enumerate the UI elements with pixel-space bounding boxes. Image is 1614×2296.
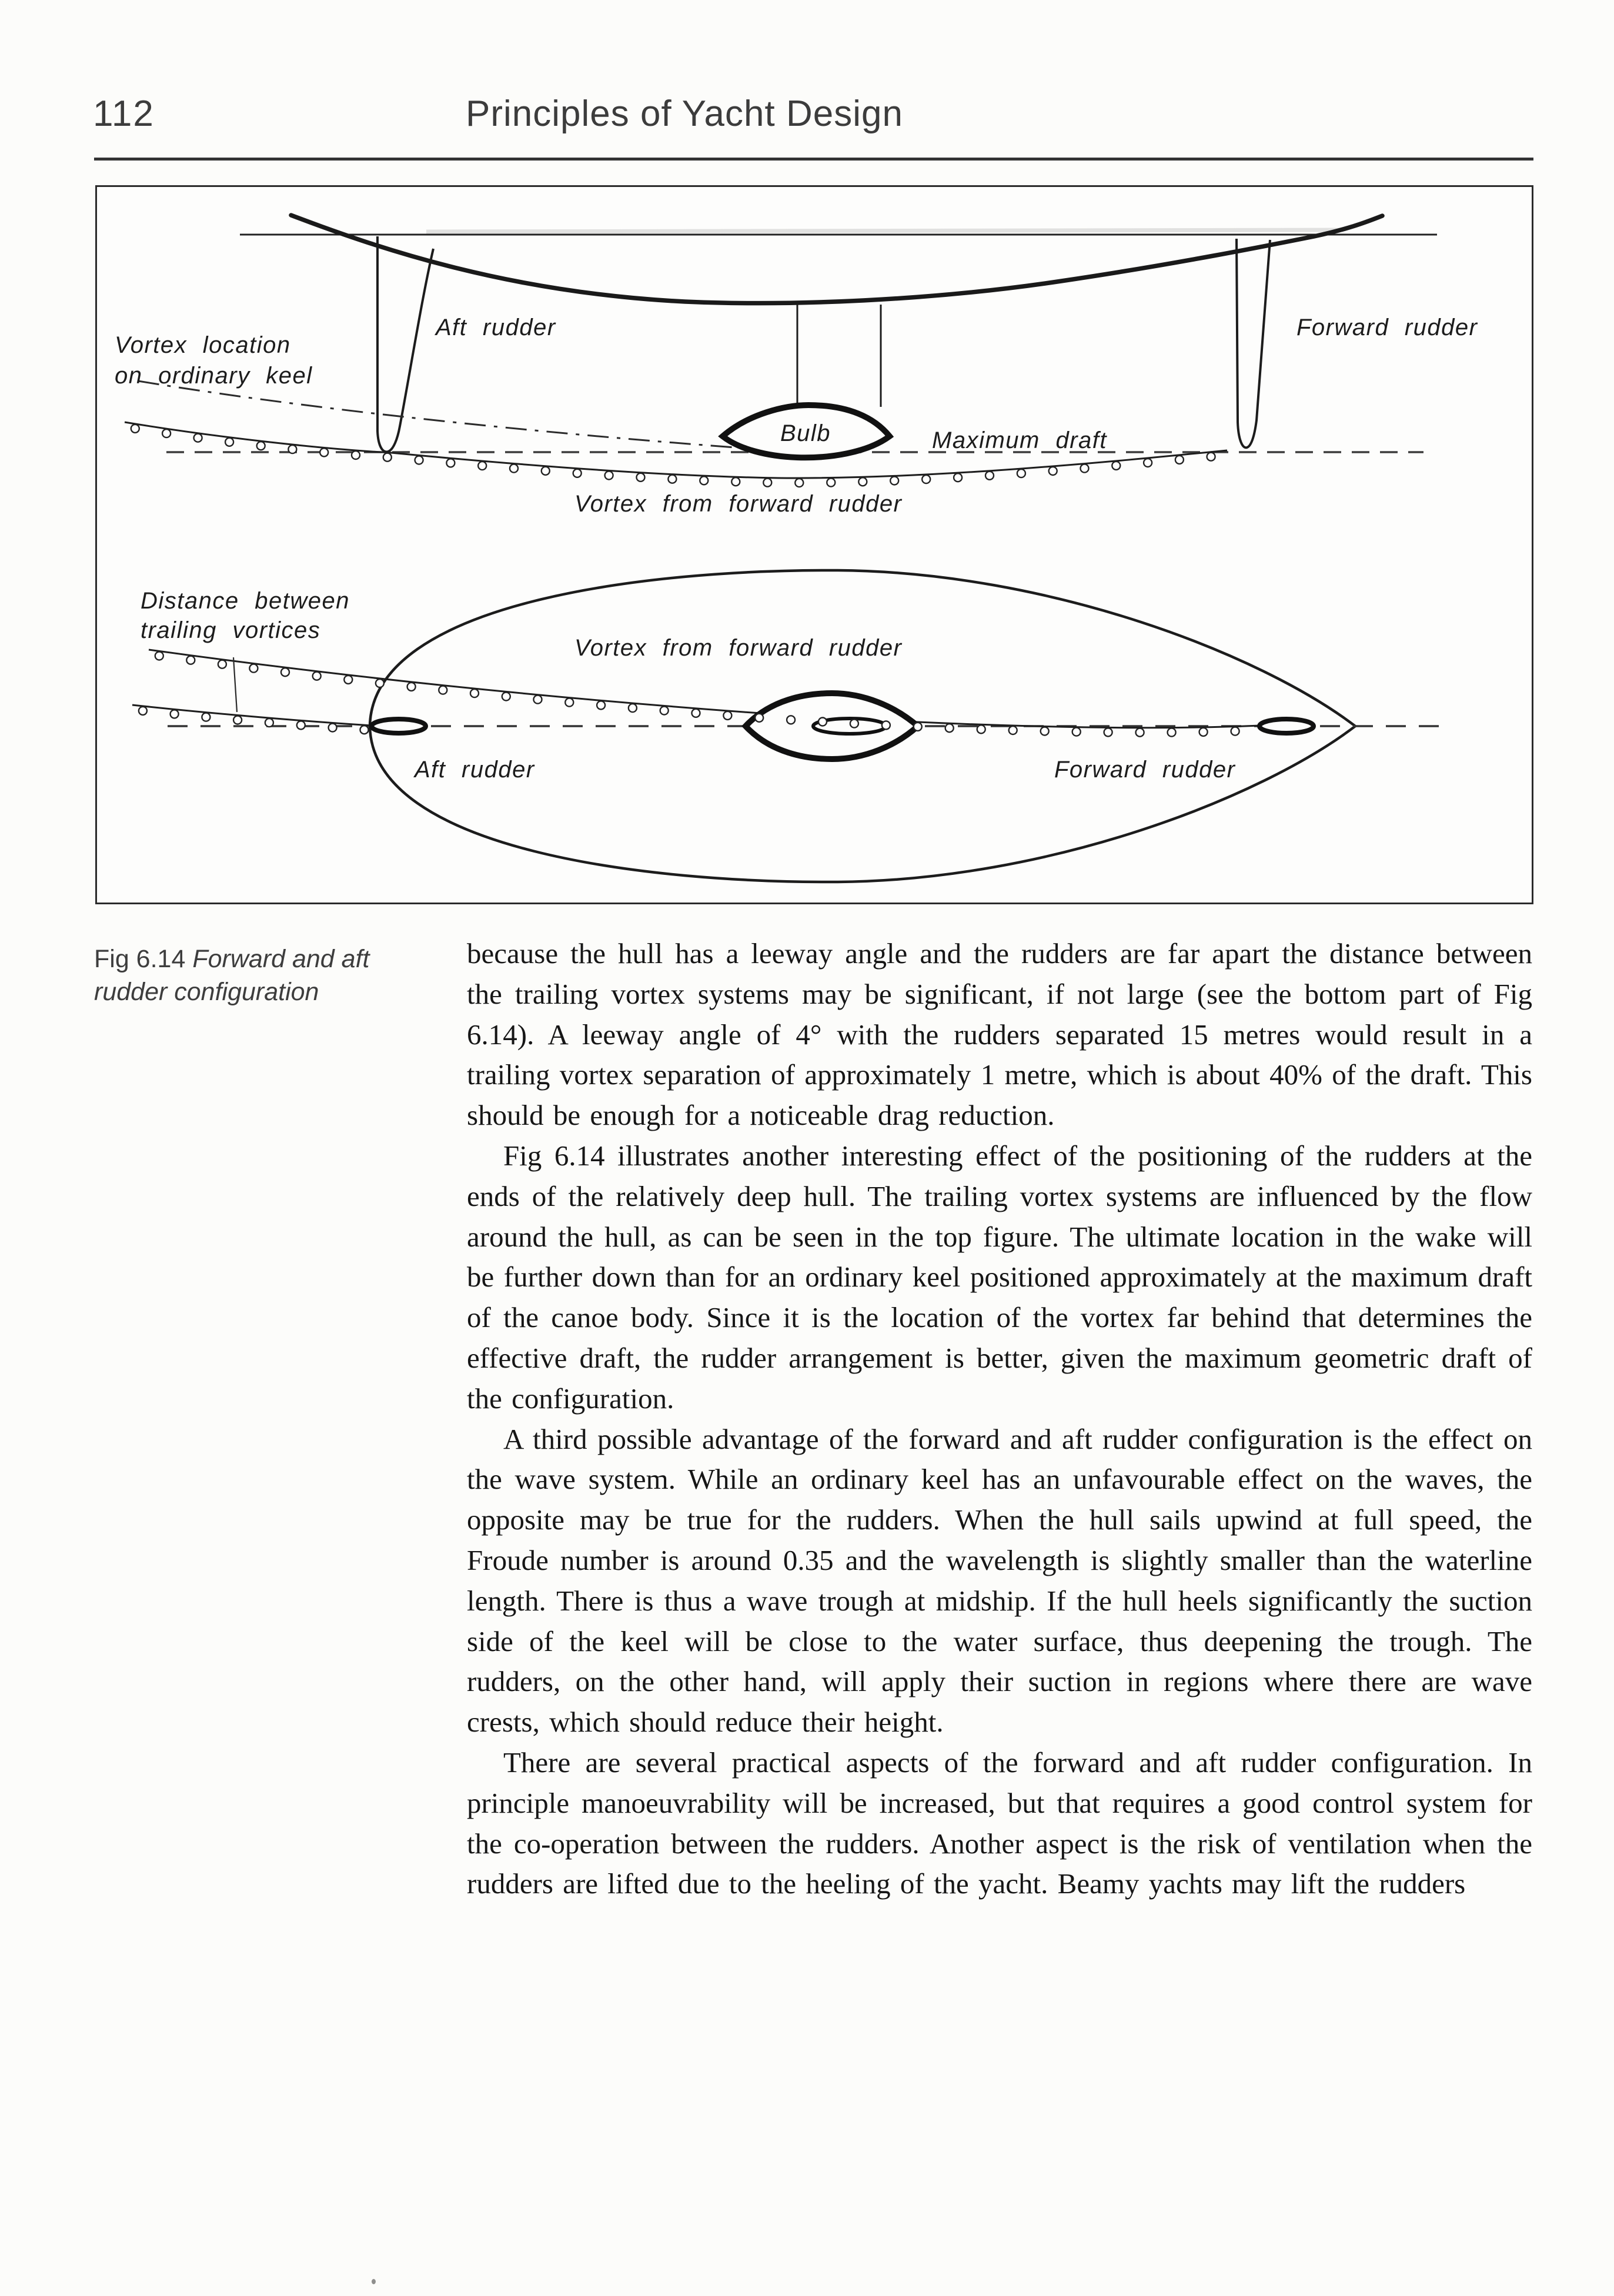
vortex-loop bbox=[637, 473, 645, 482]
vortex-loop bbox=[233, 716, 242, 724]
vortex-loop bbox=[510, 464, 518, 473]
vortex-trail-forward-rudder-plan bbox=[149, 650, 1260, 728]
vortex-loop bbox=[723, 711, 731, 720]
label-vortex-location-line1: Vortex location bbox=[115, 332, 291, 358]
forward-rudder-profile bbox=[1237, 239, 1270, 447]
vortex-loop bbox=[605, 472, 613, 480]
vortex-loop bbox=[668, 475, 676, 483]
vortex-loop bbox=[787, 716, 795, 724]
vortex-loop bbox=[954, 473, 962, 482]
vortex-loop bbox=[1112, 462, 1120, 470]
vortex-loop bbox=[225, 438, 233, 446]
vortex-loop bbox=[731, 477, 740, 486]
vortex-loop bbox=[542, 467, 550, 475]
vortex-loop bbox=[478, 462, 486, 470]
figure-caption-number: Fig 6.14 bbox=[94, 945, 193, 973]
label-aft-rudder-plan: Aft rudder bbox=[415, 757, 535, 783]
vortex-loop bbox=[945, 724, 954, 732]
vortex-loop bbox=[265, 718, 273, 727]
vortex-loop bbox=[218, 660, 226, 669]
vortex-loop bbox=[914, 723, 922, 731]
vortex-loop bbox=[383, 453, 392, 462]
vortex-loop bbox=[202, 713, 210, 721]
vortex-loop bbox=[700, 476, 708, 484]
vortex-loop bbox=[376, 679, 384, 687]
vortex-loop bbox=[1049, 467, 1057, 475]
vortex-loop bbox=[795, 479, 803, 487]
vortex-loop bbox=[977, 725, 985, 733]
label-distance-line2: trailing vortices bbox=[141, 617, 321, 643]
vortex-loop bbox=[313, 672, 321, 680]
label-maximum-draft: Maximum draft bbox=[932, 427, 1107, 453]
scan-speck bbox=[372, 2279, 376, 2284]
vortex-loop bbox=[985, 472, 994, 480]
vortex-loop bbox=[139, 707, 147, 715]
vortex-loop bbox=[281, 668, 289, 676]
running-title: Principles of Yacht Design bbox=[466, 93, 903, 134]
vortex-loop bbox=[1175, 456, 1184, 464]
vortex-loop bbox=[1009, 726, 1017, 734]
vortex-loop bbox=[1168, 728, 1176, 737]
vortex-loop bbox=[470, 689, 479, 697]
vortex-loop bbox=[320, 448, 328, 456]
vortex-loop bbox=[352, 451, 360, 459]
vortex-loop bbox=[1207, 453, 1215, 461]
vortex-loop bbox=[1231, 727, 1239, 736]
paragraph: Fig 6.14 illustrates another interesting effect of the positioning of the rudders at the ends of the relatively deep hull. The trailing vortex systems are influenced by the flow around the hull, as can be seen in the top figure. The ultimate location in the wake will be further down than for an ordinary keel positioned approximately at the maximum draft of the canoe body. Since it is the location of the vortex far behind that determines the effective draft, the rudder arrangement is better, given the maximum geometric draft of the configuration. bbox=[467, 1139, 1532, 1415]
vortex-loop bbox=[249, 664, 258, 673]
figure-caption-title: Forward and aft rudder configuration bbox=[94, 945, 370, 1006]
vortex-loop bbox=[439, 686, 447, 694]
vortex-loop bbox=[850, 720, 858, 728]
vortex-loop bbox=[597, 701, 605, 709]
vortex-loop bbox=[858, 477, 867, 486]
header-rule bbox=[94, 158, 1533, 161]
page-number: 112 bbox=[93, 93, 155, 134]
vortex-loop bbox=[360, 726, 369, 734]
vortex-loop bbox=[1017, 469, 1025, 477]
vortex-loop bbox=[155, 652, 163, 660]
vortex-loop bbox=[890, 477, 898, 485]
trailing-vortex-distance-indicator bbox=[233, 657, 237, 712]
forward-rudder-plan bbox=[1259, 719, 1314, 733]
vortex-loop bbox=[446, 459, 455, 467]
rudder-configuration-diagram bbox=[97, 187, 1532, 903]
waterline-ghost bbox=[426, 230, 1344, 232]
label-vortex-location-line2: on ordinary keel bbox=[115, 363, 313, 389]
label-vortex-from-forward-rudder-profile: Vortex from forward rudder bbox=[574, 491, 903, 517]
label-vortex-from-forward-rudder-plan: Vortex from forward rudder bbox=[574, 635, 903, 661]
vortex-loop bbox=[565, 699, 573, 707]
label-forward-rudder-profile: Forward rudder bbox=[1296, 315, 1478, 340]
vortex-loop bbox=[344, 676, 352, 684]
vortex-loop bbox=[763, 479, 771, 487]
vortex-loop bbox=[171, 710, 179, 718]
aft-rudder-plan bbox=[372, 719, 426, 733]
vortex-loop bbox=[827, 479, 835, 487]
vortex-loop bbox=[194, 434, 202, 442]
vortex-loop bbox=[660, 707, 669, 715]
vortex-loop bbox=[407, 683, 416, 691]
vortex-loop bbox=[1072, 728, 1081, 736]
vortex-loop bbox=[1104, 728, 1112, 736]
vortex-loop bbox=[297, 721, 305, 729]
vortex-loop bbox=[755, 714, 763, 722]
vortex-loop bbox=[1041, 727, 1049, 736]
vortex-loop bbox=[131, 425, 139, 433]
vortex-loop bbox=[1081, 464, 1089, 473]
vortex-loop bbox=[288, 445, 296, 453]
label-distance-line1: Distance between bbox=[141, 588, 350, 614]
vortex-loop bbox=[534, 696, 542, 704]
vortex-loop bbox=[186, 656, 195, 664]
vortex-loop bbox=[162, 429, 171, 437]
vortex-loop bbox=[818, 718, 827, 726]
vortex-loop bbox=[257, 442, 265, 450]
body-text-column bbox=[467, 934, 1532, 1904]
vortex-loop bbox=[1199, 728, 1208, 736]
vortex-loop bbox=[922, 475, 930, 483]
vortex-loop bbox=[502, 693, 510, 701]
figure-6-14 bbox=[95, 185, 1533, 904]
paragraph: because the hull has a leeway angle and the rudders are far apart the distance between the trailing vortex systems may be significant, if not large (see the bottom part of Fig 6.14). A leeway angle of 4° with the rudders separated 15 metres would result in a trailing vortex separation of approximately 1 metre, which is about 40% of the draft. This should be enough for a noticeable drag reduction. bbox=[467, 937, 1532, 1132]
vortex-loop bbox=[1136, 728, 1144, 737]
vortex-trail-aft-rudder-plan bbox=[132, 705, 372, 726]
paragraph: A third possible advantage of the forward and aft rudder configuration is the effect on the wave system. While an ordinary keel has an unfavourable effect on the waves, the opposite may be true for the rudders. When the hull sails upwind at full speed, the Froude number is around 0.35 and the wavelength is slightly smaller than the waterline length. There is thus a wave trough at midship. If the hull heels significantly the suction side of the keel will be close to the water surface, thus deepening the trough. The rudders, on the other hand, will apply their suction in regions where there are wave crests, which should reduce their height. bbox=[467, 1422, 1532, 1739]
vortex-loop bbox=[882, 721, 890, 729]
label-aft-rudder-profile: Aft rudder bbox=[436, 315, 556, 340]
paragraph: There are several practical aspects of the forward and aft rudder configuration. In principle manoeuvrability will be increased, but that requires a good control system for the co-operation between the rudders. Another aspect is the risk of ventilation when the rudders are lifted due to the heeling of the yacht. Beamy yachts may lift the rudders bbox=[467, 1746, 1532, 1900]
label-bulb: Bulb bbox=[780, 420, 831, 446]
vortex-loop bbox=[573, 469, 582, 477]
label-forward-rudder-plan: Forward rudder bbox=[1054, 757, 1236, 783]
figure-caption bbox=[94, 943, 447, 1008]
vortex-loop bbox=[415, 456, 423, 464]
vortex-loop bbox=[629, 704, 637, 712]
vortex-loop bbox=[1144, 459, 1152, 467]
vortex-loop bbox=[329, 724, 337, 732]
vortex-loop bbox=[692, 709, 700, 717]
